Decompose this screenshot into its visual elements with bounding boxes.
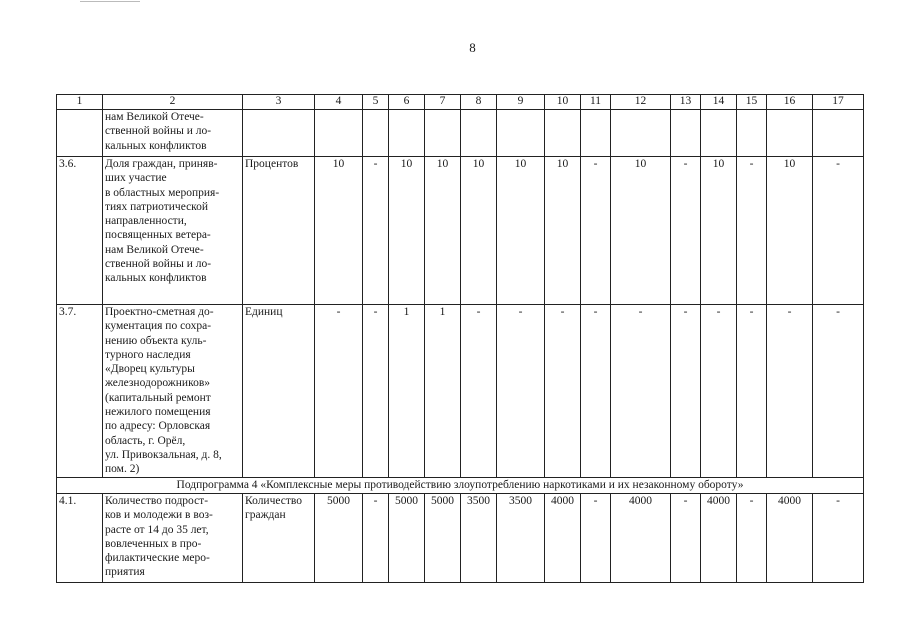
table-cell: 10 [545, 157, 581, 305]
table-cell: Количество подрост- ков и молодежи в воз- расте от 14 до 35 лет, вовлеченных в про- филактические меро- приятия [103, 494, 243, 583]
table-cell: - [581, 157, 611, 305]
column-number: 15 [737, 95, 767, 110]
column-number: 12 [611, 95, 671, 110]
page-number: 8 [469, 40, 476, 55]
table-cell [545, 110, 581, 157]
table-cell: Проектно-сметная до- кументация по сохра- нению объекта куль- турного наследия «Дворец культуры железнодорожников» (капитальный ремонт нежилого помещения по адресу: Орловская область, г. Орёл, ул. Привокзальная, д. 8, пом. 2) [103, 305, 243, 478]
indicator-table [56, 94, 864, 583]
table-cell: 10 [461, 157, 497, 305]
column-number: 16 [767, 95, 813, 110]
table-cell: - [671, 305, 701, 478]
table-cell [363, 110, 389, 157]
table-cell: Единиц [243, 305, 315, 478]
table-cell [701, 110, 737, 157]
column-number: 7 [425, 95, 461, 110]
table-cell: 4000 [701, 494, 737, 583]
table-cell: - [581, 305, 611, 478]
column-number: 9 [497, 95, 545, 110]
table-cell [737, 110, 767, 157]
table-cell: 1 [425, 305, 461, 478]
table-cell: - [363, 157, 389, 305]
column-number: 6 [389, 95, 425, 110]
table-cell [497, 110, 545, 157]
table-cell: 10 [497, 157, 545, 305]
table-cell [315, 110, 363, 157]
table-cell: 4000 [611, 494, 671, 583]
table-cell: - [737, 494, 767, 583]
column-number: 11 [581, 95, 611, 110]
table-cell: - [813, 305, 864, 478]
table-cell: 10 [767, 157, 813, 305]
table-cell: 10 [389, 157, 425, 305]
table-row [57, 305, 864, 478]
table-cell [243, 110, 315, 157]
column-number: 5 [363, 95, 389, 110]
table-row [57, 494, 864, 583]
subprogram-row [57, 478, 864, 494]
column-number: 2 [103, 95, 243, 110]
column-number: 13 [671, 95, 701, 110]
table-cell: - [315, 305, 363, 478]
scan-artifact-line [80, 1, 140, 2]
table-cell: 10 [611, 157, 671, 305]
table-cell: 5000 [315, 494, 363, 583]
table-cell: 3500 [461, 494, 497, 583]
column-number: 10 [545, 95, 581, 110]
table-cell: 3.7. [57, 305, 103, 478]
table-cell [57, 110, 103, 157]
table-cell [813, 110, 864, 157]
table-cell [389, 110, 425, 157]
table-cell: - [545, 305, 581, 478]
table-cell: 3.6. [57, 157, 103, 305]
table-cell [611, 110, 671, 157]
table-cell: 5000 [425, 494, 461, 583]
table-cell: - [497, 305, 545, 478]
table-cell: - [813, 157, 864, 305]
table-cell: - [611, 305, 671, 478]
table-cell: - [701, 305, 737, 478]
table-cell: - [671, 494, 701, 583]
table-cell: Доля граждан, приняв- ших участие в областных мероприя- тиях патриотической направленности, посвященных ветера- нам Великой Отече- ственной войны и ло- кальных конфликтов [103, 157, 243, 305]
column-number: 14 [701, 95, 737, 110]
table-cell: - [671, 157, 701, 305]
table-cell: 5000 [389, 494, 425, 583]
table-cell: - [581, 494, 611, 583]
column-number-row [57, 95, 864, 110]
table-cell: - [461, 305, 497, 478]
table-cell: 10 [315, 157, 363, 305]
table-cell: - [767, 305, 813, 478]
table-cell: Количество граждан [243, 494, 315, 583]
table-cell: нам Великой Отече- ственной войны и ло- кальных конфликтов [103, 110, 243, 157]
table-cell: Процентов [243, 157, 315, 305]
table-cell [767, 110, 813, 157]
table-cell: 3500 [497, 494, 545, 583]
table-cell: 4000 [545, 494, 581, 583]
table-cell: - [363, 305, 389, 478]
table-cell: 10 [701, 157, 737, 305]
column-number: 4 [315, 95, 363, 110]
table-cell: 10 [425, 157, 461, 305]
table-cell: - [737, 305, 767, 478]
table-cell [425, 110, 461, 157]
table-cell: - [813, 494, 864, 583]
column-number: 1 [57, 95, 103, 110]
table-cell: 4.1. [57, 494, 103, 583]
column-number: 3 [243, 95, 315, 110]
table-cell [581, 110, 611, 157]
table-cell: 4000 [767, 494, 813, 583]
table-cell: - [737, 157, 767, 305]
table-cell: 1 [389, 305, 425, 478]
subprogram-title: Подпрограмма 4 «Комплексные меры противодействию злоупотреблению наркотиками и их незаконному обороту» [57, 478, 864, 494]
column-number: 17 [813, 95, 864, 110]
table-cell [671, 110, 701, 157]
table-row-continuation [57, 110, 864, 157]
table-cell [461, 110, 497, 157]
column-number: 8 [461, 95, 497, 110]
table-row [57, 157, 864, 305]
table-cell: - [363, 494, 389, 583]
